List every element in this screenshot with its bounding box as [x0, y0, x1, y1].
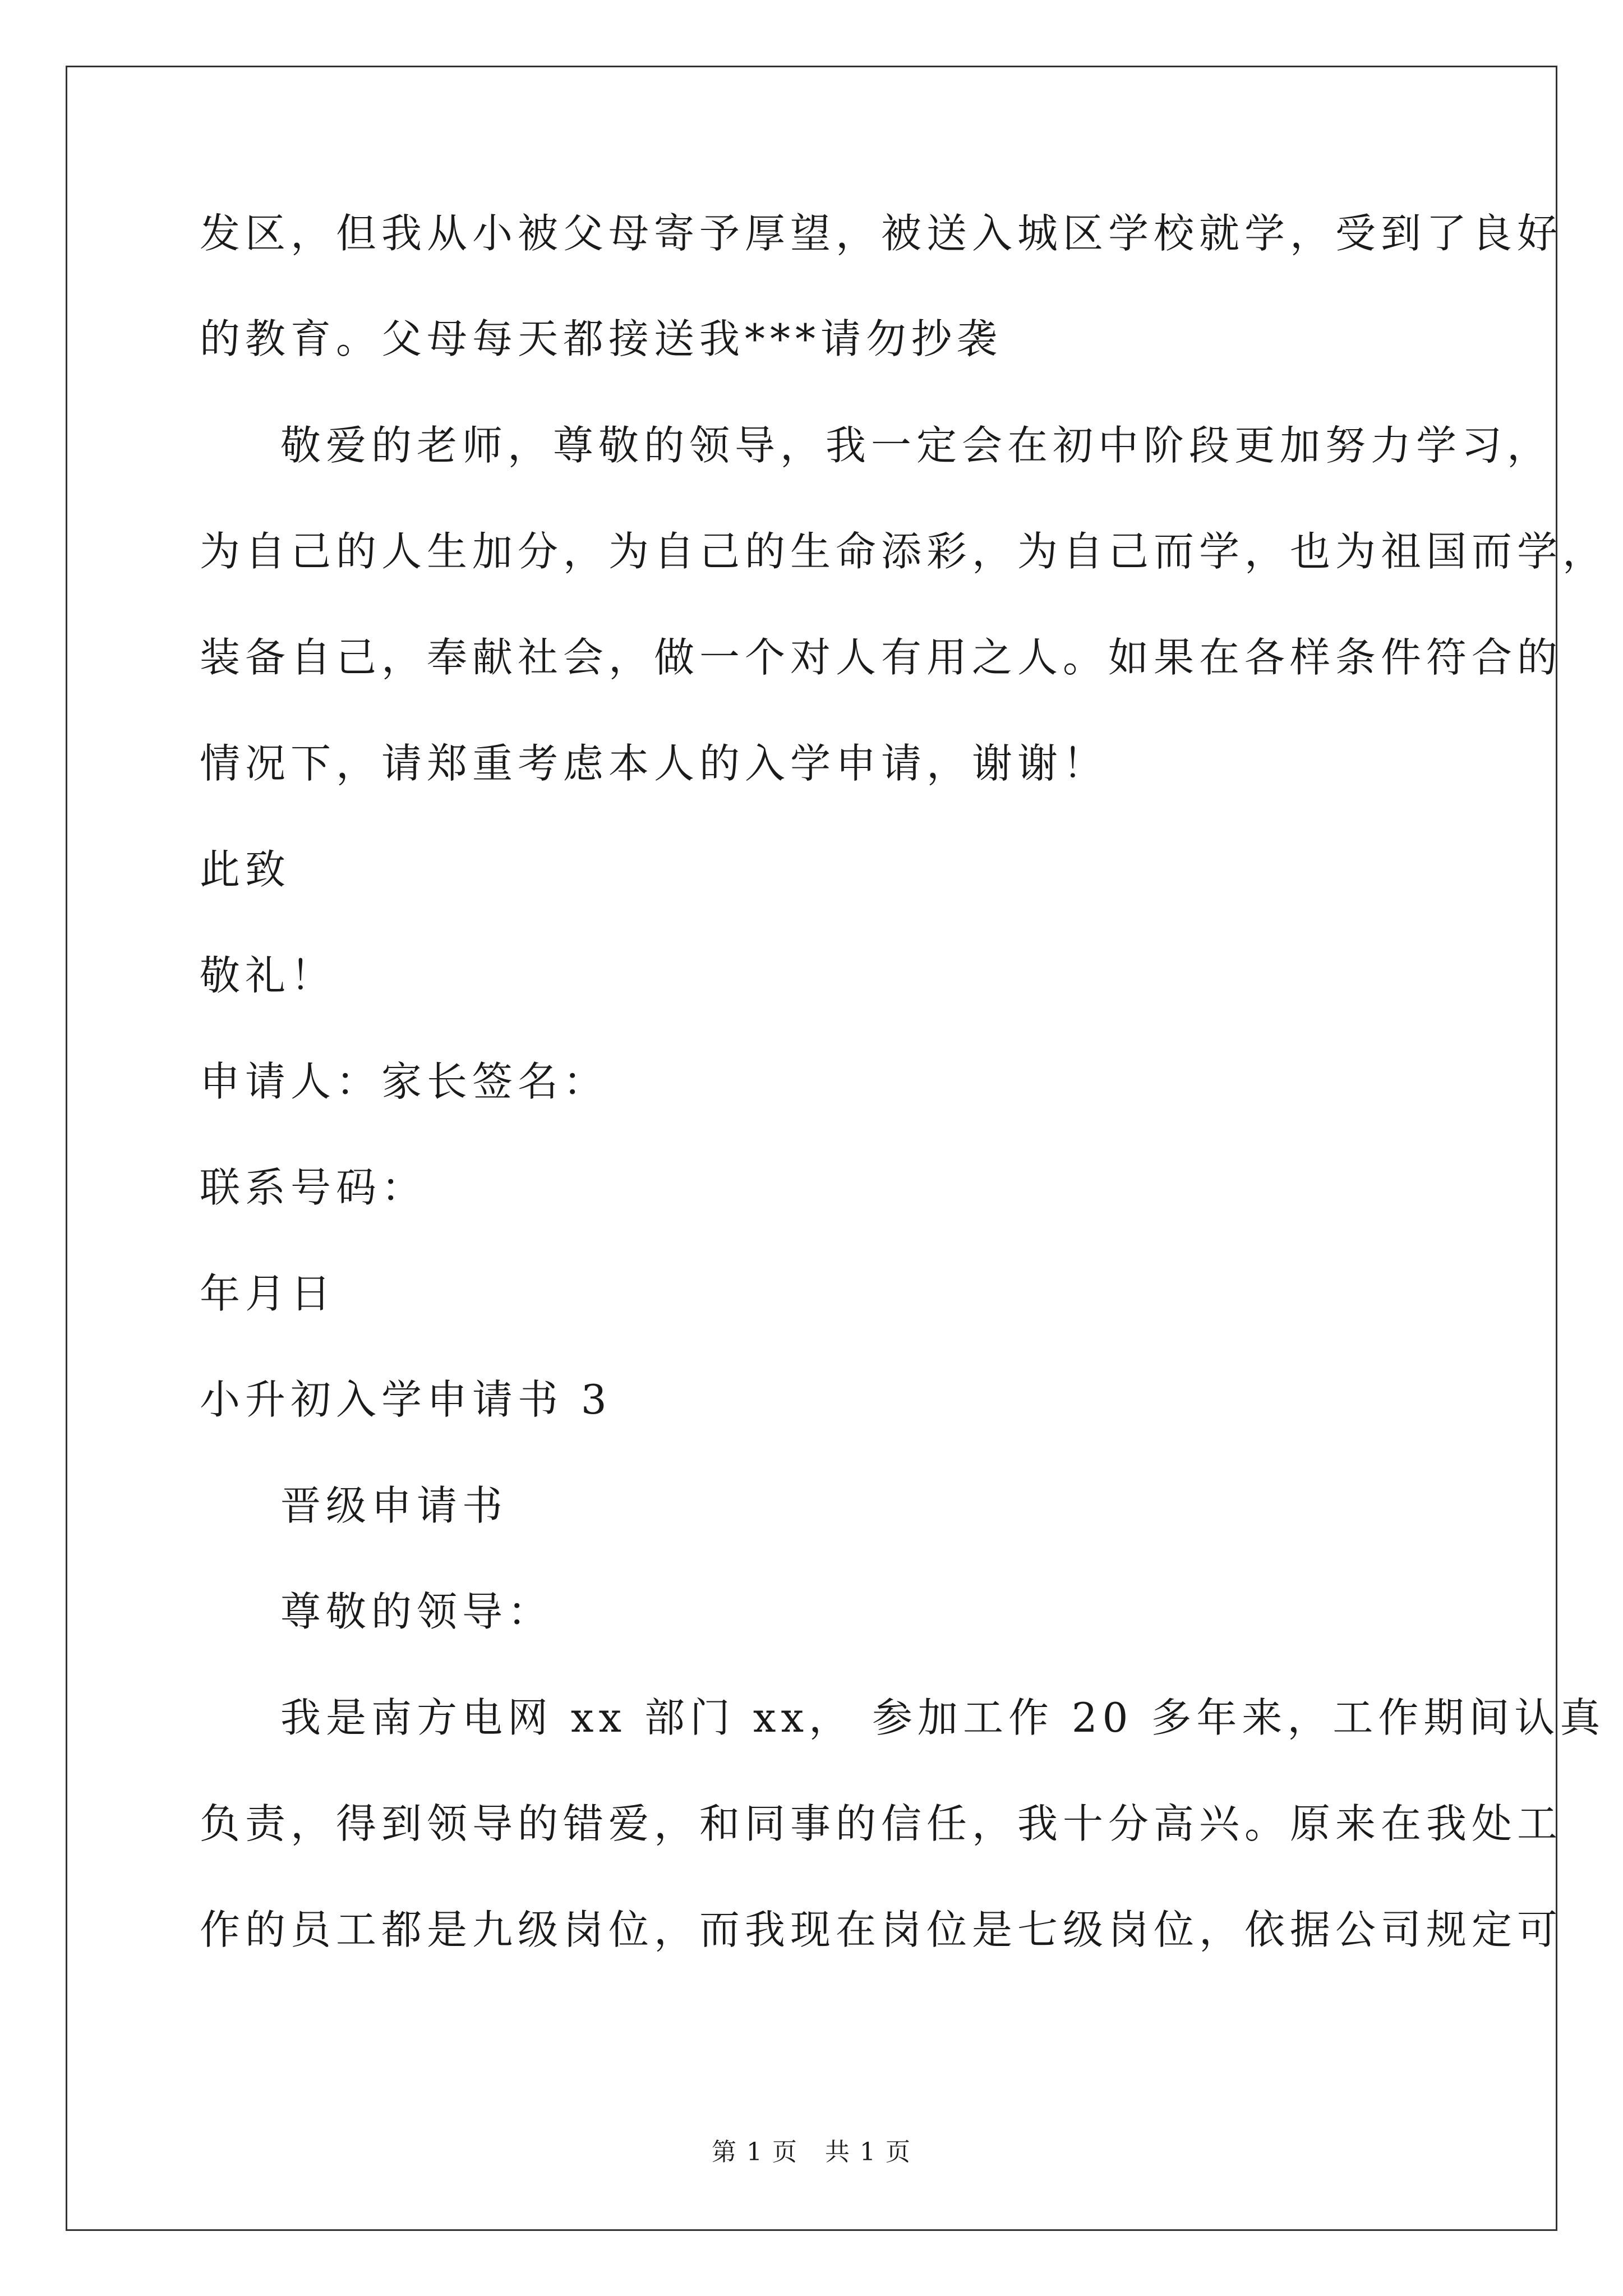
text-line: 敬爱的老师，尊敬的领导，我一定会在初中阶段更加努力学习，	[280, 422, 1553, 469]
section-title: 小升初入学申请书 3	[200, 1376, 612, 1423]
text-line: 我是南方电网 xx 部门 xx， 参加工作 20 多年来，工作期间认真	[280, 1694, 1606, 1741]
page-number-footer: 第 1 页 共 1 页	[712, 2138, 911, 2166]
closing-line: 此致	[200, 846, 291, 893]
salutation-line: 敬礼！	[200, 952, 336, 999]
text-line: 装备自己，奉献社会，做一个对人有用之人。如果在各样条件符合的	[200, 634, 1563, 681]
text-line: 发区，但我从小被父母寄予厚望，被送入城区学校就学，受到了良好	[200, 210, 1563, 257]
text-line: 情况下，请郑重考虑本人的入学申请，谢谢！	[200, 740, 1109, 787]
text-line: 为自己的人生加分，为自己的生命添彩，为自己而学，也为祖国而学，	[200, 528, 1608, 575]
text-line: 负责，得到领导的错爱，和同事的信任，我十分高兴。原来在我处工	[200, 1800, 1563, 1847]
text-line: 的教育。父母每天都接送我***请勿抄袭	[200, 315, 1003, 362]
contact-number-line: 联系号码：	[200, 1164, 427, 1211]
letter-title: 晋级申请书	[280, 1482, 508, 1529]
date-line: 年月日	[200, 1270, 336, 1317]
letter-greeting: 尊敬的领导：	[280, 1588, 554, 1635]
applicant-signature-line: 申请人：家长签名：	[200, 1058, 609, 1105]
text-line: 作的员工都是九级岗位，而我现在岗位是七级岗位，依据公司规定可	[200, 1906, 1563, 1953]
